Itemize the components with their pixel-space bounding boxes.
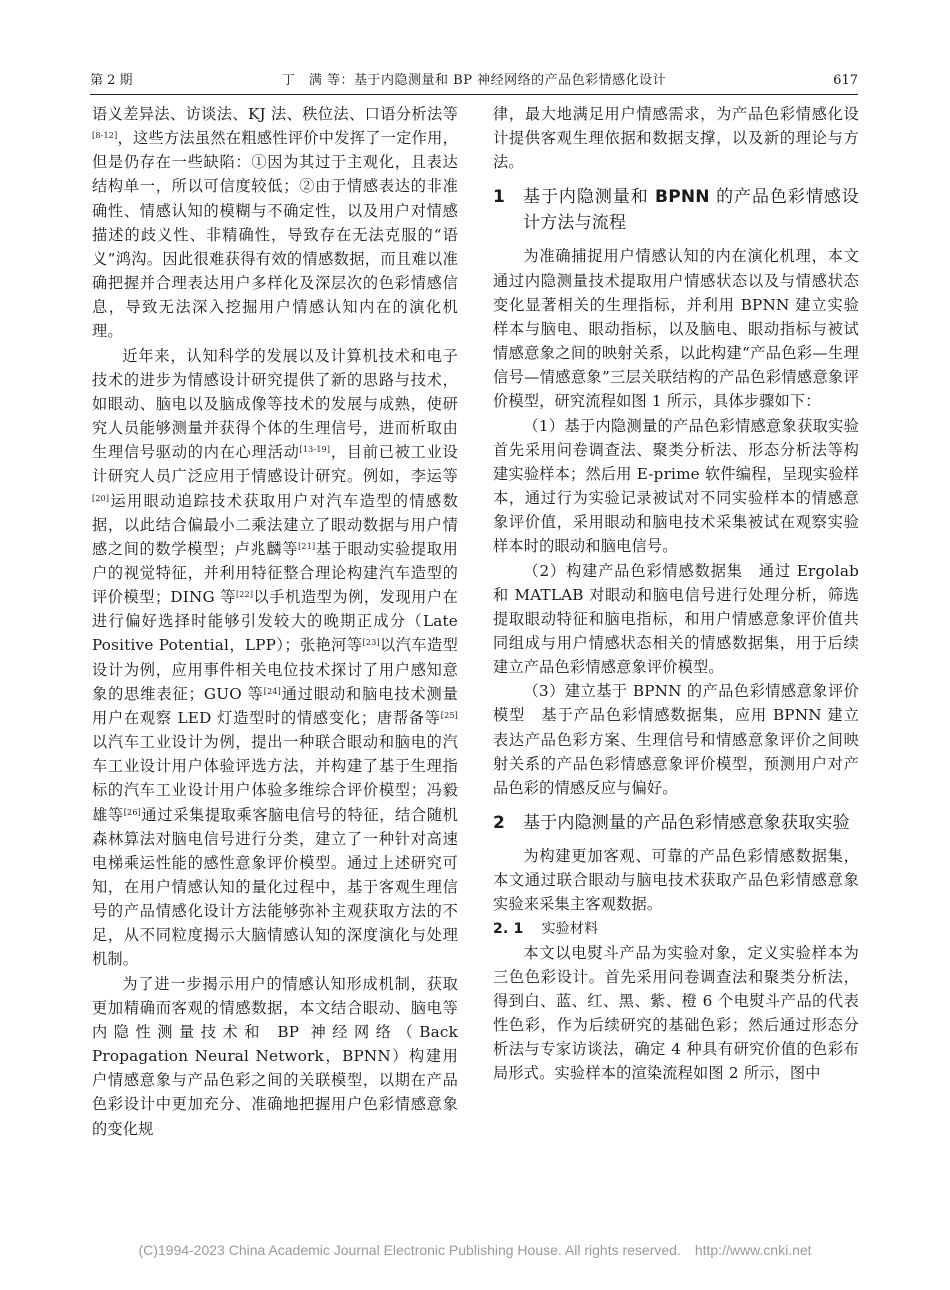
citation: [26] [123, 807, 141, 817]
citation: [24] [263, 686, 281, 696]
paragraph: 为准确捕捉用户情感认知的内在演化机理，本文通过内隐测量技术提取用户情感状态以及与情感状态变化显著相关的生理指标，并利用 BPNN 建立实验样本与脑电、眼动指标，以及脑电、眼动指标与被试情感意象之间的映射关系，以此构建“产品色彩—生理信号—情感意象”三层关联结构的产品色彩情感意象评价模型，研究流程如图 1 所示，具体步骤如下： [493, 247, 859, 411]
page-header [90, 70, 858, 92]
issue-label: 第 2 期 [90, 73, 133, 88]
page-number: 617 [833, 73, 858, 88]
section-heading-2: 2 基于内隐测量的产品色彩情感意象获取实验 [493, 813, 850, 834]
header-rule [90, 94, 858, 95]
citation: [23] [362, 638, 380, 648]
section-heading-1: 1 基于内隐测量和 BPNN 的产品色彩情感设计方法与流程 [493, 187, 859, 234]
paragraph: 为构建更加客观、可靠的产品色彩情感数据集，本文通过联合眼动与脑电技术获取产品色彩情感意象实验来采集主客观数据。 [493, 847, 859, 914]
paragraph: （2）构建产品色彩情感数据集 通过 Ergolab 和 MATLAB 对眼动和脑电信号进行处理分析，筛选提取眼动特征和脑电指标，和用户情感意象评价值共同组成与用户情感状态相关的情感数据集，用于后续建立产品色彩情感意象评价模型。 [493, 561, 859, 677]
paragraph: 律，最大地满足用户情感需求，为产品色彩情感化设计提供客观生理依据和数据支撑，以及新的理论与方法。 [493, 105, 859, 172]
citation: [25] [440, 710, 458, 720]
citation: [20] [92, 493, 110, 503]
paragraph: 本文以电熨斗产品为实验对象，定义实验样本为三色色彩设计。首先采用问卷调查法和聚类分析法，得到白、蓝、红、黑、紫、橙 6 个电熨斗产品的代表性色彩，作为后续研究的基础色彩；然后通过形态分析法与专家访谈法，确定 4 种具有研究价值的色彩布局形式。实验样本的渲染流程如图 2 所示，图中 [493, 943, 859, 1083]
paragraph: 语义差异法、访谈法、KJ 法、秩位法、口语分析法等[8-12]，这些方法虽然在粗感性评价中发挥了一定作用，但是仍存在一些缺陷：①因为其过于主观化，且表达结构单一，所以可信度较低；②由于情感表达的非准确性、情感认知的模糊与不确定性，以及用户对情感描述的歧义性、非精确性，导致存在无法克服的“语义”鸿沟。因此很难获得有效的情感数据，而且难以准确把握并合理表达用户多样化及深层次的色彩情感信息，导致无法深入挖掘用户情感认知内在的演化机理。 [92, 105, 458, 341]
running-title: 丁 满 等：基于内隐测量和 BP 神经网络的产品色彩情感化设计 [281, 73, 667, 88]
left-column [92, 102, 458, 1141]
copyright-footer: (C)1994-2023 China Academic Journal Electronic Publishing House. All rights reserved. http://www.cnki.net [138, 1242, 812, 1258]
citation: [21] [298, 541, 316, 551]
right-column [493, 102, 875, 1085]
paragraph: 近年来，认知科学的发展以及计算机技术和电子技术的进步为情感设计研究提供了新的思路与技术，如眼动、脑电以及脑成像等技术的发展与成熟，使研究人员能够测量并获得个体的生理信号，进而析取由生理信号驱动的内在心理活动[13-19]，目前已被工业设计研究人员广泛应用于情感设计研究。例如，李运等[20]运用眼动追踪技术获取用户对汽车造型的情感数据，以此结合偏最小二乘法建立了眼动数据与用户情感之间的数学模型；卢兆麟等[21]基于眼动实验提取用户的视觉特征，并利用特征整合理论构建汽车造型的评价模型；DING 等[22]以手机造型为例，发现用户在进行偏好选择时能够引发较大的晚期正成分（Late Positive Potential，LPP）；张艳河等[23]以汽车造型设计为例，应用事件相关电位技术探讨了用户感知意象的思维表征；GUO 等[24]通过眼动和脑电技术测量用户在观察 LED 灯造型时的情感变化；唐帮备等[25]以汽车工业设计为例，提出一种联合眼动和脑电的汽车工业设计用户体验评选方法，并构建了基于生理指标的汽车工业设计用户体验多维综合评价模型；冯毅雄等[26]通过采集提取乘客脑电信号的特征，结合随机森林算法对脑电信号进行分类，建立了一种针对高速电梯乘运性能的感性意象评价模型。通过上述研究可知，在用户情感认知的量化过程中，基于客观生理信号的产品情感化设计方法能够弥补主观获取方法的不足，从不同粒度揭示大脑情感认知的深度演化与处理机制。 [92, 346, 459, 969]
citation: [13-19] [299, 445, 331, 455]
citation: [8-12] [92, 131, 118, 141]
paragraph: （1）基于内隐测量的产品色彩情感意象获取实验 首先采用问卷调查法、聚类分析法、形态分析法等构建实验样本；然后用 E-prime 软件编程，呈现实验样本，通过行为实验记录被试对不同实验样本的情感意象评价值，采用眼动和脑电技术采集被试在观察实验样本时的眼动和脑电信号。 [493, 416, 875, 556]
paragraph: （3）建立基于 BPNN 的产品色彩情感意象评价模型 基于产品色彩情感数据集，应用 BPNN 建立表达产品色彩方案、生理信号和情感意象评价之间映射关系的产品色彩情感意象评价模型，预测用户对产品色彩的情感反应与偏好。 [493, 682, 859, 797]
paragraph: 为了进一步揭示用户的情感认知形成机制，获取更加精确而客观的情感数据，本文结合眼动、脑电等内隐性测量技术和 BP 神经网络（Back Propagation Neural Network，BPNN）构建用户情感意象与产品色彩之间的关联模型，以期在产品色彩设计中更加充分、准确地把握用户色彩情感意象的变化规 [92, 974, 458, 1138]
subsection-heading-2-1: 2. 1 实验材料 [493, 920, 599, 937]
citation: [22] [235, 590, 254, 600]
